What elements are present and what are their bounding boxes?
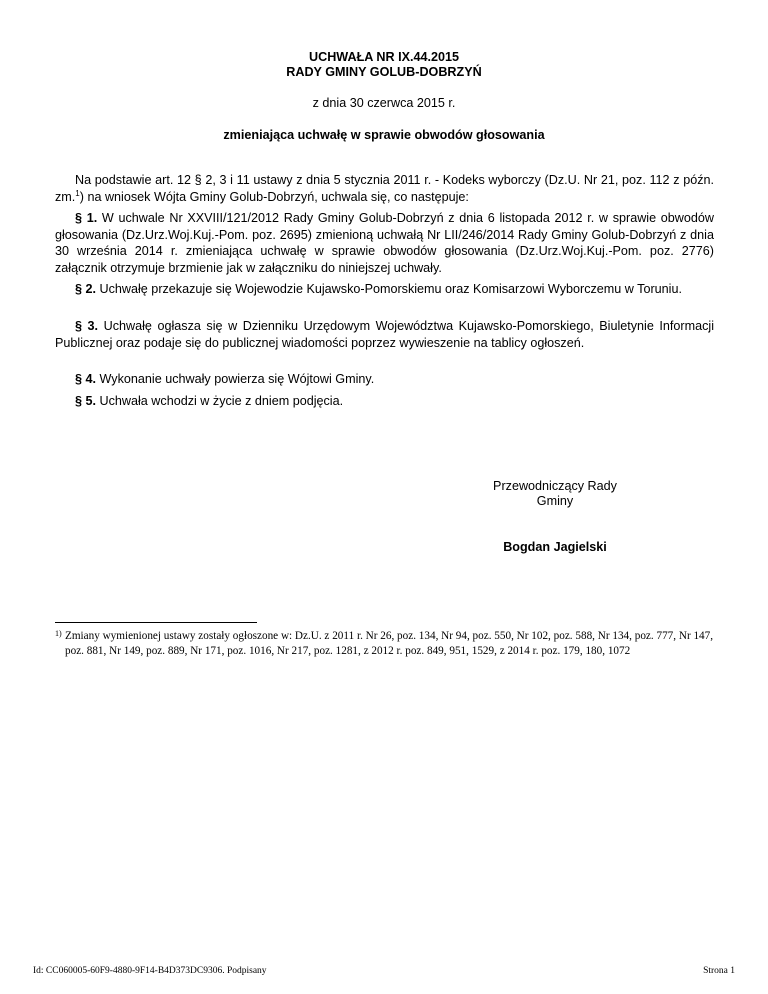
- footnote-separator: [55, 622, 257, 623]
- page-number: Strona 1: [703, 966, 735, 976]
- section-label: § 2.: [75, 282, 97, 296]
- signature-role-line1: Przewodniczący Rady: [493, 479, 617, 493]
- section-label: § 3.: [75, 319, 99, 333]
- section-text: Uchwała wchodzi w życie z dniem podjęcia.: [99, 394, 344, 408]
- section-text: Wykonanie uchwały powierza się Wójtowi Gminy.: [99, 372, 375, 386]
- footnote-text: Zmiany wymienionej ustawy zostały ogłoszone w: Dz.U. z 2011 r. Nr 26, poz. 134, Nr 94, poz. 550, Nr 102, poz. 588, Nr 134, poz. 777, Nr 147, poz. 881, Nr 149, poz. 889, Nr 171, poz. 1016, Nr 217, poz. 1281, z 2012 r. poz. 849, 951, 1529, z 2014 r. poz. 179, 180, 1072: [65, 630, 714, 657]
- section-label: § 5.: [75, 394, 97, 408]
- resolution-date: z dnia 30 czerwca 2015 r.: [312, 96, 456, 110]
- section-3: [55, 318, 714, 351]
- section-label: § 4.: [75, 372, 97, 386]
- preamble-text-after: ) na wniosek Wójta Gminy Golub-Dobrzyń, uchwala się, co następuje:: [79, 189, 469, 204]
- signature-role-line2: Gminy: [536, 494, 574, 508]
- resolution-subject: zmieniająca uchwałę w sprawie obwodów głosowania: [223, 128, 545, 142]
- section-text: W uchwale Nr XXVIII/121/2012 Rady Gminy Golub-Dobrzyń z dnia 6 listopada 2012 r. w sprawie obwodów głosowania (Dz.Urz.Woj.Kuj.-Pom. poz. 2695) zmienioną uchwałą Nr LII/246/2014 Rady Gminy Golub-Dobrzyń z dnia 30 września 2014 r. zmieniająca uchwałę w sprawie obwodów głosowania (Dz.Urz.Woj.Kuj.-Pom. poz. 2776) załącznik otrzymuje brzmienie jak w załączniku do niniejszej uchwały.: [55, 211, 714, 275]
- section-4: [55, 371, 714, 388]
- footnote-marker: 1): [55, 629, 62, 638]
- preamble: [55, 172, 714, 205]
- council-name: RADY GMINY GOLUB-DOBRZYŃ: [286, 65, 482, 79]
- section-5: [55, 393, 714, 410]
- section-1: [55, 210, 714, 276]
- document-id: Id: CC060005-60F9-4880-9F14-B4D373DC9306. Podpisany: [33, 966, 267, 976]
- section-2: [55, 281, 714, 298]
- footnote: [55, 629, 714, 659]
- preamble-text-before: Na podstawie art. 12 § 2, 3 i 11 ustawy z dnia 5 stycznia 2011 r. - Kodeks wyborczy (Dz.U. Nr 21, poz. 112 z późn. zm.: [55, 173, 714, 204]
- section-text: Uchwałę przekazuje się Wojewodzie Kujawsko-Pomorskiemu oraz Komisarzowi Wyborczemu w Toruniu.: [99, 282, 682, 296]
- signature-name: Bogdan Jagielski: [503, 540, 607, 554]
- footnote-reference: 1: [75, 188, 80, 198]
- section-text: Uchwałę ogłasza się w Dzienniku Urzędowym Województwa Kujawsko-Pomorskiego, Biuletynie Informacji Publicznej oraz podaje się do publicznej wiadomości poprzez wywieszenie na tablicy ogłoszeń.: [55, 319, 714, 350]
- resolution-number: UCHWAŁA NR IX.44.2015: [309, 50, 459, 64]
- section-label: § 1.: [75, 211, 98, 225]
